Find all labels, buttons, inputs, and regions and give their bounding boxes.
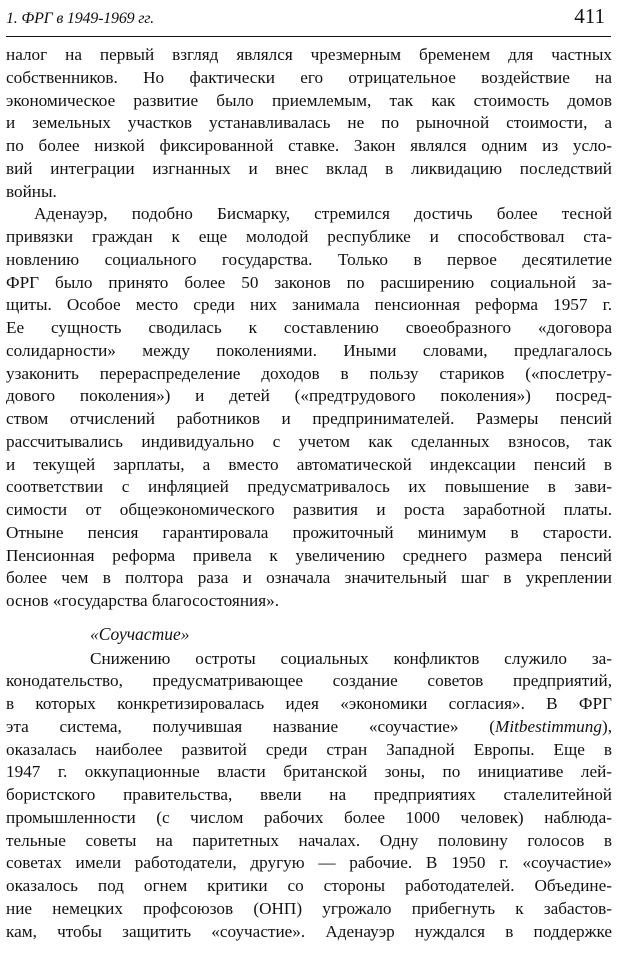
text-line: 1947 г. оккупационные власти британской зоны, по инициативе лей- [6, 762, 612, 782]
text-line: и земельных участков устанавливалась не по рыночной стоимости, а [6, 113, 612, 133]
foreign-term: Mitbestimmung [495, 716, 602, 736]
text-line: дового поколения») и детей («предтрудового поколения») посред- [6, 386, 612, 406]
text-line: собственников. Но фактически его отрицательное воздействие на [6, 67, 612, 87]
text-line: щиты. Особое место среди них занимала пенсионная реформа 1957 г. [6, 295, 612, 315]
text-line: Пенсионная реформа привела к увеличению среднего размера пенсий [6, 545, 612, 565]
text-line: основ «государства благосостояния». [6, 591, 280, 610]
text-line: симости от общеэкономического развития и роста заработной платы. [6, 500, 612, 519]
text-line: ством отчислений работников и предпринимателей. Размеры пенсий [6, 409, 612, 428]
page-header [6, 0, 611, 37]
text-line: оказалась наиболее развитой среди стран Западной Европы. Еще в [6, 739, 612, 759]
text-line [6, 716, 612, 739]
text-line: войны. [6, 181, 57, 201]
page-number: 411 [574, 4, 605, 28]
text-line: по более низкой фиксированной ставке. Закон являлся одним из усло- [6, 136, 612, 155]
text-line: Ее сущность сводилась к составлению своеобразного «договора [6, 318, 612, 337]
paragraph-3 [6, 648, 612, 944]
text-line: соответствии с инфляцией предусматривалось их повышение в зави- [6, 477, 612, 497]
text-line: Отныне пенсия гарантировала прожиточный минимум в старости. [6, 522, 612, 542]
text-line: бористского правительства, ввели на предприятиях сталелитейной [6, 785, 612, 804]
text-line: тельные советы на паритетных началах. Одну половину голосов в [6, 830, 612, 850]
text-line: солидарности» между поколениями. Иными словами, предлагалось [6, 340, 612, 360]
text-fragment: ), [601, 716, 612, 736]
text-line: кам, чтобы защитить «соучастие». Аденауэр нуждался в поддержке [6, 921, 612, 941]
text-line: конодательство, предусматривающее создание советов предприятий, [6, 671, 612, 691]
text-line: рассчитывались индивидуально с учетом как сделанных взносов, так [6, 431, 612, 451]
text-line: Снижению остроты социальных конфликтов служило за- [90, 648, 612, 668]
text-line: и текущей зарплаты, а вместо автоматической индексации пенсий в [6, 454, 612, 474]
text-line: новлению социального государства. Только в первое десятилетие [6, 249, 612, 269]
paragraph-2 [6, 203, 612, 613]
text-line: ФРГ было принято более 50 законов по расширению социальной за- [6, 272, 612, 292]
running-head: 1. ФРГ в 1949-1969 гг. [6, 10, 154, 27]
body-text [6, 44, 612, 943]
text-line: оказалось под огнем критики со стороны работодателей. Объедине- [6, 876, 612, 895]
text-line: привязки граждан к еще молодой республике и способствовал ста- [6, 227, 612, 246]
text-line: более чем в полтора раза и означала значительный шаг в укреплении [6, 568, 612, 588]
text-line: в которых конкретизировалась идея «экономики согласия». В ФРГ [6, 694, 612, 713]
text-line: узаконить перераспределение доходов в пользу стариков («послетру- [6, 363, 612, 383]
text-line: Аденауэр, подобно Бисмарку, стремился достичь более тесной [34, 204, 612, 224]
paragraph-1 [6, 44, 612, 203]
text-line: налог на первый взгляд являлся чрезмерным бременем для частных [6, 45, 612, 64]
text-line: экономическое развитие было приемлемым, так как стоимость домов [6, 90, 612, 110]
text-line: промышленности (с числом рабочих более 1000 человек) наблюда- [6, 807, 612, 827]
text-line: ние немецких профсоюзов (ОНП) угрожало прибегнуть к забастов- [6, 898, 612, 918]
section-title: «Соучастие» [90, 623, 190, 644]
text-fragment: эта система, получившая название «соучастие» ( [6, 716, 496, 736]
text-line: вий интеграции изгнанных и внес вклад в ликвидацию последствий [6, 158, 612, 178]
text-line: советах имели работодатели, другую — рабочие. В 1950 г. «соучастие» [6, 853, 612, 873]
